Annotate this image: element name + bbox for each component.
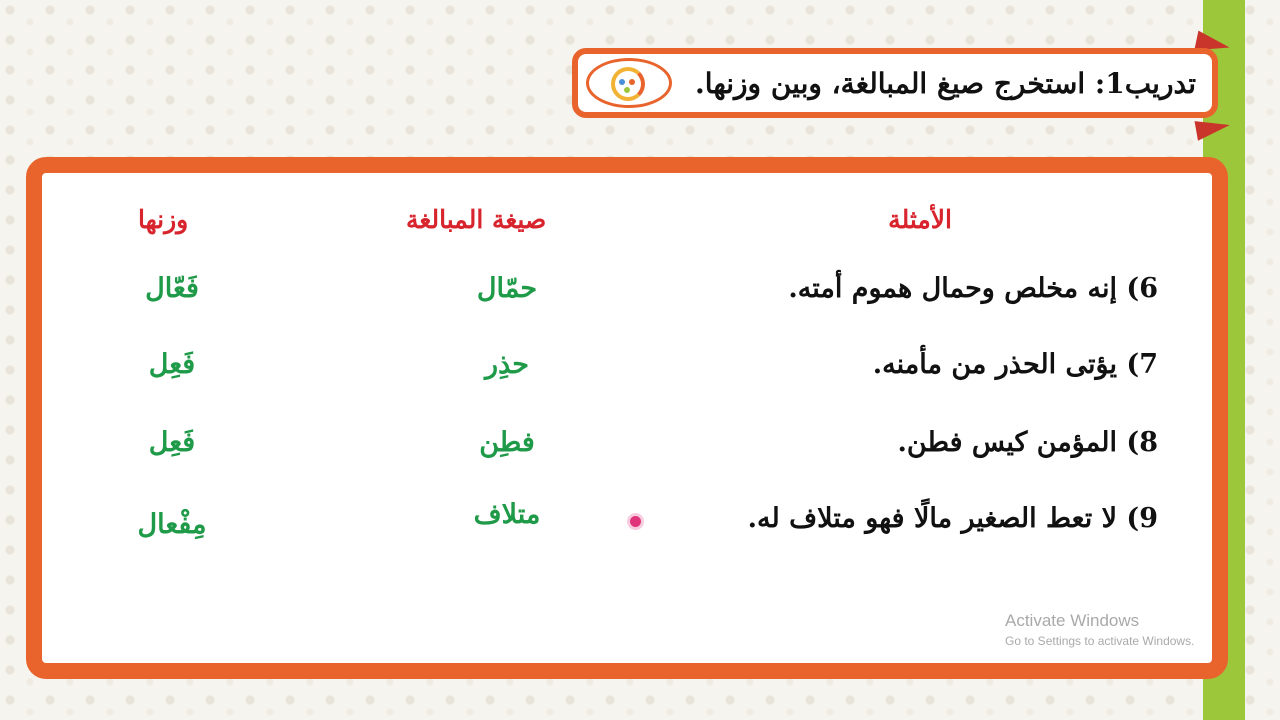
watermark-title: Activate Windows	[1005, 611, 1140, 630]
example-sentence: 7) يؤتى الحذر من مأمنه.	[872, 349, 1158, 380]
logo-dot	[619, 79, 625, 85]
mubalagha-form: حذِر	[485, 349, 529, 380]
logo-dot	[624, 87, 630, 93]
mubalagha-form: فطِن	[479, 427, 535, 458]
exercise-header	[572, 48, 1218, 118]
exercise-title: تدريب1: استخرج صيغ المبالغة، وبين وزنها.	[695, 67, 1196, 100]
example-sentence: 6) إنه مخلص وحمال هموم أمته.	[788, 273, 1158, 304]
pointer-cursor-icon	[630, 516, 641, 527]
logo-dot	[629, 79, 635, 85]
mubalagha-form: حمّال	[476, 273, 538, 304]
morphological-pattern: فَعِل	[148, 349, 196, 380]
activate-windows-watermark	[1005, 611, 1194, 648]
watermark-subtitle: Go to Settings to activate Windows.	[1005, 634, 1195, 648]
exercise-panel	[26, 157, 1228, 679]
morphological-pattern: فَعِل	[148, 427, 196, 458]
tarbawi-logo-icon	[586, 58, 672, 108]
example-sentence: 9) لا تعط الصغير مالًا فهو متلاف له.	[747, 503, 1158, 534]
column-header-examples: الأمثلة	[888, 205, 952, 234]
morphological-pattern: مِفْعال	[137, 509, 207, 540]
morphological-pattern: فَعّال	[145, 273, 199, 304]
column-header-pattern: وزنها	[138, 205, 189, 234]
column-header-form: صيغة المبالغة	[406, 205, 547, 234]
example-sentence: 8) المؤمن كيس فطن.	[897, 427, 1158, 458]
mubalagha-form: متلاف	[473, 499, 541, 530]
logo-ring	[611, 67, 645, 101]
